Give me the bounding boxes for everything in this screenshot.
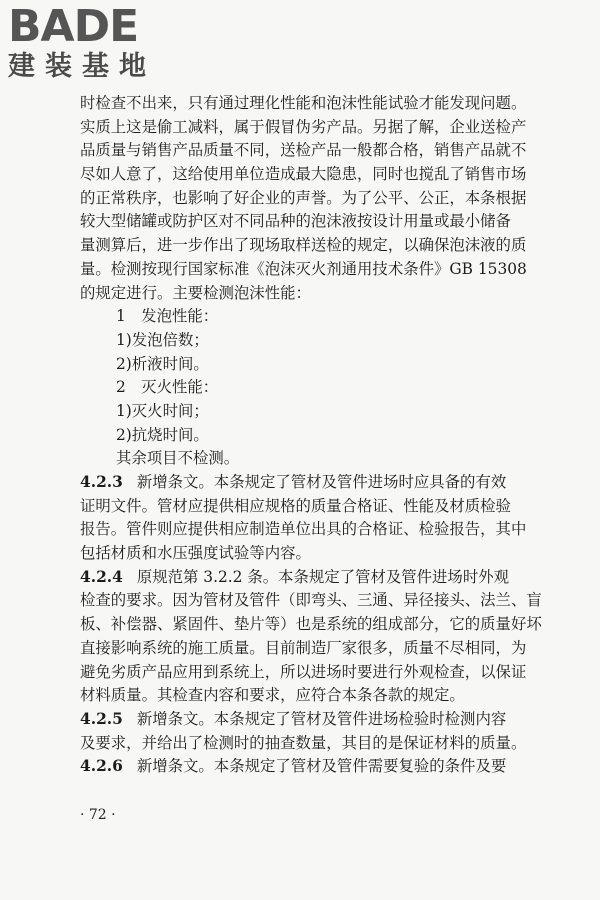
body-line: 时检查不出来，只有通过理化性能和泡沫性能试验才能发现问题。 xyxy=(80,94,527,112)
list-item: 1)发泡倍数； xyxy=(116,330,209,349)
section-4-2-6 xyxy=(80,755,568,779)
body-line: 尽如人意了，这给使用单位造成最大隐患，同时也搅乱了销售市场 xyxy=(80,165,527,184)
section-line: 包括材质和水压强度试验等内容。 xyxy=(80,544,311,563)
body-line: 量。检测按现行国家标准《泡沫灭火剂通用技术条件》GB 15308 xyxy=(80,259,527,278)
section-line: 证明文件。管材应提供相应规格的质量合格证、性能及材质检验 xyxy=(80,496,511,515)
body-line: 量测算后，进一步作出了现场取样送检的规定，以确保泡沫液的质 xyxy=(80,236,527,255)
body-line: 较大型储罐或防护区对不同品种的泡沫液按设计用量或最小储备 xyxy=(80,212,511,231)
section-line: 检查的要求。因为管材及管件（即弯头、三通、异径接头、法兰、盲 xyxy=(80,591,542,610)
list-item: 2)抗烧时间。 xyxy=(116,425,209,444)
section-number: 4.2.6 xyxy=(80,757,123,776)
logo-wordmark: BADE xyxy=(8,1,139,52)
body-line: 其余项目不检测。 xyxy=(116,449,240,468)
section-line: 直接影响系统的施工质量。目前制造厂家很多，质量不尽相同，为 xyxy=(80,638,527,657)
section-line: 报告。管件则应提供相应制造单位出具的合格证、检验报告，其中 xyxy=(80,520,527,539)
page-number: · 72 · xyxy=(80,807,116,823)
body-line: 实质上这是偷工减料，属于假冒伪劣产品。另据了解，企业送检产 xyxy=(80,117,527,136)
section-number: 4.2.4 xyxy=(80,567,123,586)
section-number: 4.2.5 xyxy=(80,709,123,728)
page-body xyxy=(80,92,568,779)
logo-subtitle: 建装基地 xyxy=(8,51,156,82)
section-text: 新增条文。本条规定了管材及管件进场时应具备的有效 xyxy=(136,473,507,491)
section-text: 新增条文。本条规定了管材及管件进场检验时检测内容 xyxy=(136,709,507,728)
section-line: 避免劣质产品应用到系统上，所以进场时要进行外观检查，以保证 xyxy=(80,662,527,681)
list-item: 1)灭火时间； xyxy=(116,401,209,420)
section-line: 板、补偿器、紧固件、垫片等）也是系统的组成部分，它的质量好坏 xyxy=(80,615,542,634)
section-text: 原规范第 3.2.2 条。本条规定了管材及管件进场时外观 xyxy=(136,567,509,586)
section-4-2-4 xyxy=(80,566,568,590)
section-4-2-5 xyxy=(80,708,568,732)
section-text: 新增条文。本条规定了管材及管件需要复验的条件及要 xyxy=(136,757,507,776)
list-item: 2)析液时间。 xyxy=(116,354,209,373)
body-line: 的规定进行。主要检测泡沫性能： xyxy=(80,283,311,302)
body-line: 的正常秩序，也影响了好企业的声誉。为了公平、公正，本条根据 xyxy=(80,188,527,207)
list-heading: 2 灭火性能： xyxy=(116,378,219,397)
site-logo xyxy=(8,1,178,82)
body-line: 品质量与销售产品质量不同，送检产品一般都合格，销售产品就不 xyxy=(80,141,527,160)
section-4-2-3 xyxy=(80,471,568,495)
section-line: 材料质量。其检查内容和要求，应符合本条各款的规定。 xyxy=(80,686,465,705)
list-heading: 1 发泡性能： xyxy=(116,307,219,326)
section-number: 4.2.3 xyxy=(80,473,123,491)
section-line: 及要求，并给出了检测时的抽查数量，其目的是保证材料的质量。 xyxy=(80,733,527,752)
